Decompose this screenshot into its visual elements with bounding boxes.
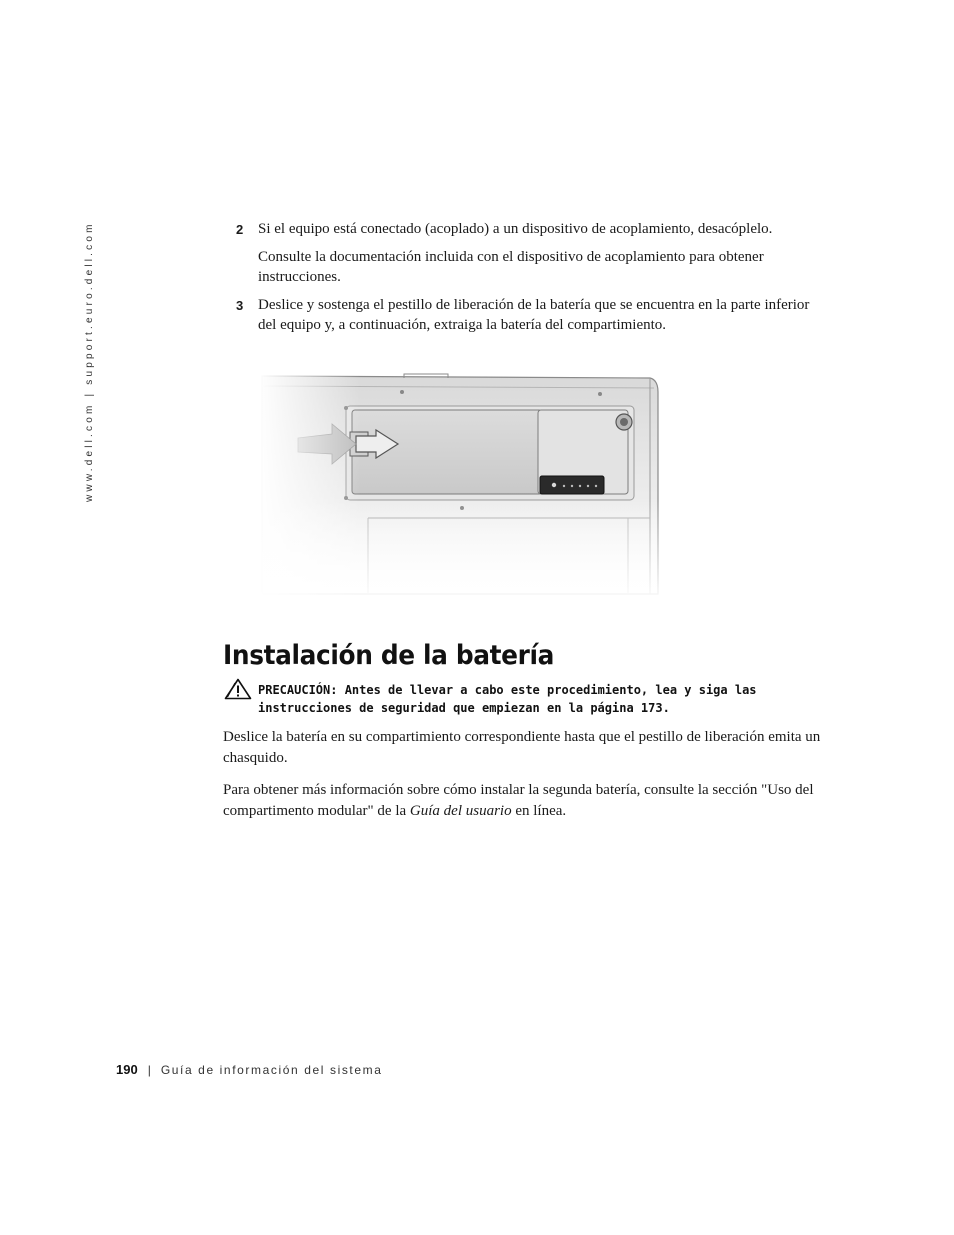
step-text: Si el equipo está conectado (acoplado) a un dispositivo de acoplamiento, desacóplelo. <box>258 221 773 237</box>
user-guide-title: Guía del usuario <box>409 802 512 819</box>
step-2 <box>236 220 816 240</box>
step-2-note: Consulte la documentación incluida con el dispositivo de acoplamiento para obtener instrucciones. <box>258 249 764 285</box>
paragraph-1: Deslice la batería en su compartimiento correspondiente hasta que el pestillo de liberación emita un chasquido. <box>223 729 821 766</box>
caution-label: PRECAUCIÓN: <box>258 683 338 697</box>
paragraph-2 <box>223 780 823 821</box>
page-number: 190 <box>116 1062 138 1077</box>
footer-doc-title: Guía de información del sistema <box>160 1063 383 1077</box>
paragraph-2-text: Para obtener más información sobre cómo instalar la segunda batería, consulte la sección "Uso del compartimento modular" de la <box>223 782 814 819</box>
step-number: 3 <box>236 298 244 313</box>
caution-text: Antes de llevar a cabo este procedimiento, lea y siga las instrucciones de seguridad que empiezan en la página 173. <box>258 683 757 715</box>
paragraph-2-end: en línea. <box>511 802 567 819</box>
footer-separator: | <box>147 1063 151 1077</box>
section-title: Instalación de la batería <box>223 640 555 671</box>
step-number: 2 <box>236 222 244 237</box>
warning-triangle-icon <box>224 678 252 700</box>
step-3 <box>236 296 816 335</box>
caution-note <box>258 682 818 717</box>
page-footer <box>116 1062 383 1077</box>
battery-removal-illustration <box>258 372 666 604</box>
step-text: Deslice y sostenga el pestillo de liberación de la batería que se encuentra en la parte inferior del equipo y, a continuación, extraiga la batería del compartimiento. <box>258 297 810 333</box>
side-url-text: www.dell.com | support.euro.dell.com <box>84 221 95 502</box>
